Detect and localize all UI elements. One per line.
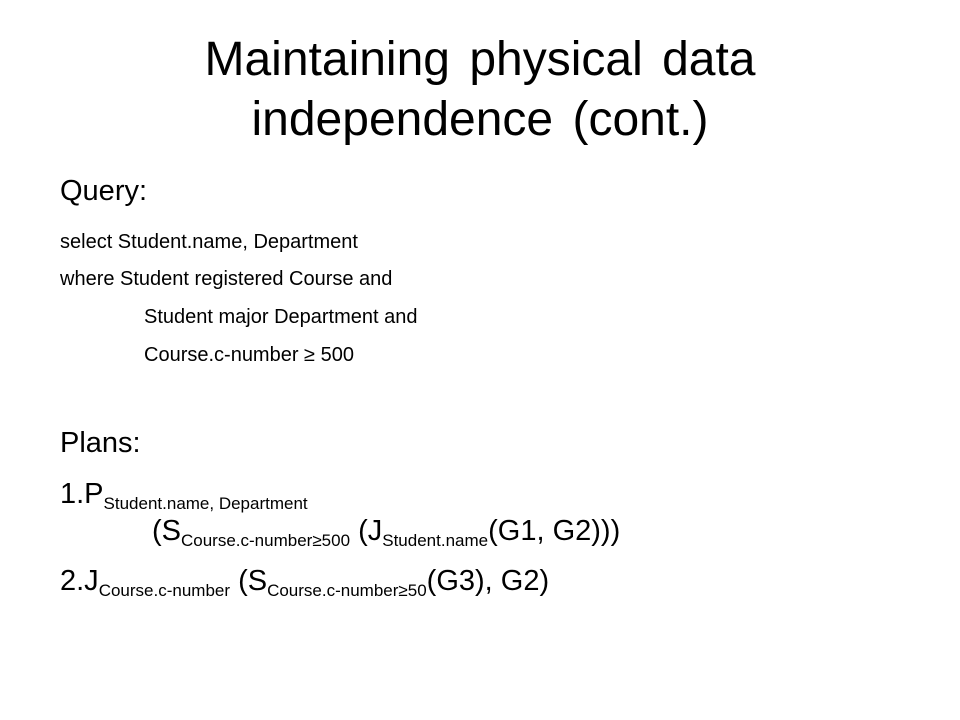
plan-2-join-sub: Course.c-number — [98, 581, 231, 600]
slide-title — [0, 30, 960, 150]
plan-1-projection — [60, 478, 308, 511]
plan-1-prefix: 1.P — [60, 478, 104, 510]
plan-1-select-sub: Course.c-number≥500 — [181, 531, 351, 550]
query-line-where: where Student registered Course and — [60, 268, 393, 290]
plan-1-project-sub: Student.name, Department — [103, 494, 308, 513]
plan-2-tail: (G3), G2) — [426, 565, 550, 597]
plan-1-join-sub: Student.name — [382, 531, 489, 550]
plan-1-tail: (G1, G2))) — [488, 515, 621, 547]
plans-heading: Plans: — [60, 427, 141, 459]
plan-2-prefix: 2.J — [60, 565, 99, 597]
query-line-select: select Student.name, Department — [60, 231, 358, 253]
query-line-cnumber: Course.c-number ≥ 500 — [144, 344, 354, 366]
plan-1-selection — [152, 515, 620, 548]
query-heading: Query: — [60, 175, 148, 207]
title-line-2: independence (cont.) — [251, 93, 709, 146]
plan-2 — [60, 565, 549, 598]
title-line-1: Maintaining physical data — [204, 33, 756, 86]
query-line-major: Student major Department and — [144, 306, 418, 328]
plan-2-open-s: (S — [230, 565, 268, 597]
plan-1-open-j: (J — [350, 515, 383, 547]
plan-2-select-sub: Course.c-number≥50 — [267, 581, 427, 600]
plan-1-open-s: (S — [152, 515, 181, 547]
